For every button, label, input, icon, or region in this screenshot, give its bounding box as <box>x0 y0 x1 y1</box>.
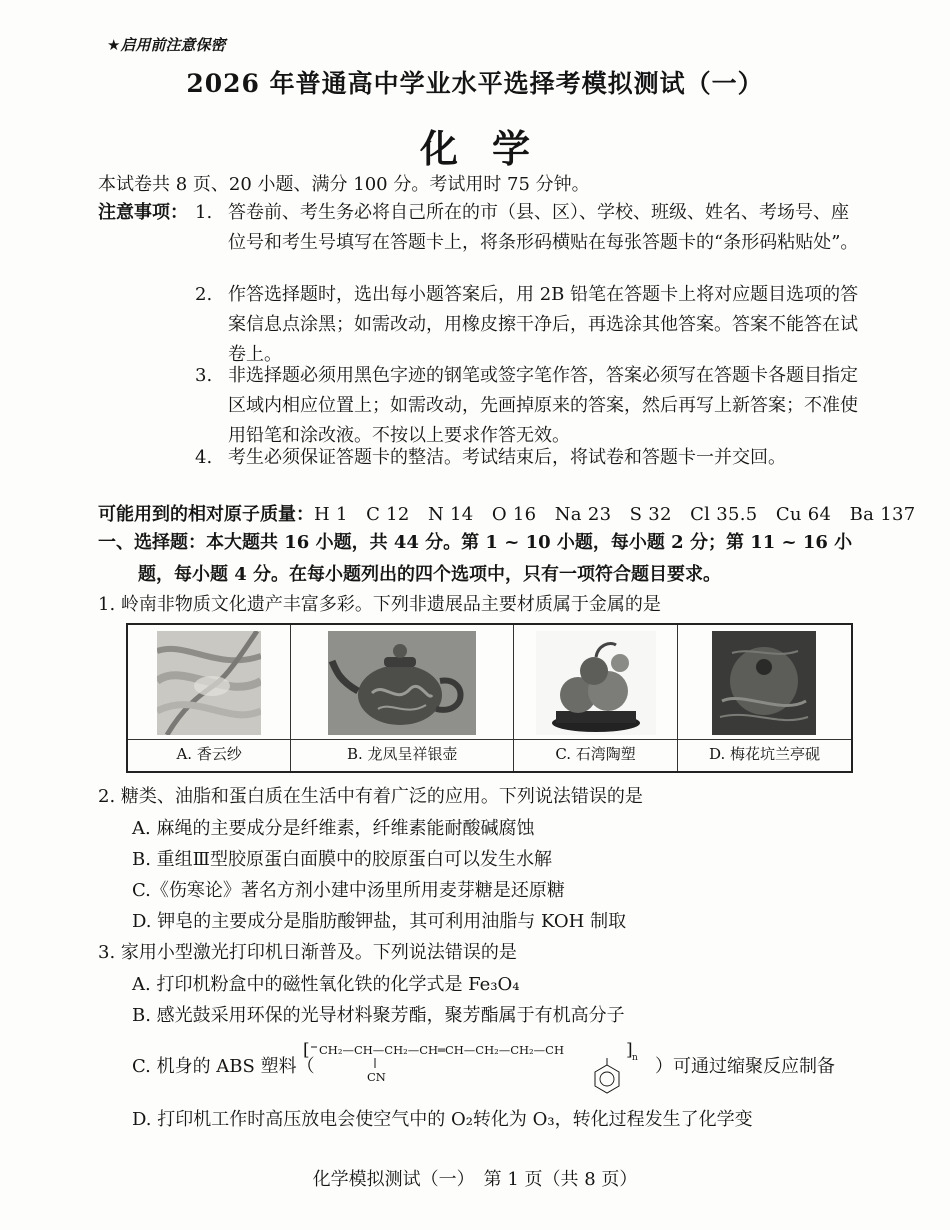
notice-text: 考生必须保证答题卡的整洁。考试结束后，将试卷和答题卡一并交回。 <box>228 447 786 468</box>
notice-item <box>195 280 865 370</box>
silver-teapot-image <box>328 631 476 735</box>
exam-intro: 本试卷共 8 页、20 小题、满分 100 分。考试用时 75 分钟。 <box>98 174 590 195</box>
svg-text:[: [ <box>303 1040 310 1060</box>
question-2-option-c: C.《伤寒论》著名方剂小建中汤里所用麦芽糖是还原糖 <box>132 880 565 901</box>
atomic-masses-label: 可能用到的相对原子质量： <box>98 504 314 525</box>
polymer-chain: CH₂—CH—CH₂—CH═CH—CH₂—CH₂—CH <box>319 1043 564 1057</box>
notice-num: 4. <box>195 447 213 468</box>
option-c-cell <box>514 624 678 772</box>
notice-text: 作答选择题时，选出每小题答案后，用 2B 铅笔在答题卡上将对应题目选项的答案信息点涂黑；如需改动，用橡皮擦干净后，再选涂其他答案。答案不能答在试卷上。 <box>228 284 859 365</box>
section-heading: 一、选择题：本大题共 16 小题，共 44 分。第 1 ~ 10 小题，每小题 2 分；第 11 ~ 16 小 <box>98 532 853 553</box>
question-3-option-c-suffix: ）可通过缩聚反应制备 <box>655 1056 835 1077</box>
silk-fabric-image <box>157 631 261 735</box>
option-c-caption: C. 石湾陶塑 <box>514 739 677 768</box>
section-heading-cont: 题，每小题 4 分。在每小题列出的四个选项中，只有一项符合题目要求。 <box>138 564 722 585</box>
question-1-image-table <box>126 623 853 773</box>
abs-polymer-formula <box>301 1038 657 1101</box>
question-3-option-d: D. 打印机工作时高压放电会使空气中的 O₂转化为 O₃，转化过程发生了化学变 <box>132 1109 753 1130</box>
question-2-option-d: D. 钾皂的主要成分是脂肪酸钾盐，其可利用油脂与 KOH 制取 <box>132 911 627 932</box>
polymer-structure <box>301 1038 657 1098</box>
option-b-caption: B. 龙凤呈祥银壶 <box>291 739 513 768</box>
option-a-caption: A. 香云纱 <box>128 739 290 768</box>
subject-title: 化学 <box>419 126 564 171</box>
question-2-stem: 2. 糖类、油脂和蛋白质在生活中有着广泛的应用。下列说法错误的是 <box>98 786 643 807</box>
svg-text:]: ] <box>626 1040 633 1060</box>
question-3-option-b: B. 感光鼓采用环保的光导材料聚芳酯，聚芳酯属于有机高分子 <box>132 1005 625 1026</box>
polymer-n: n <box>632 1053 638 1063</box>
atomic-masses <box>98 500 915 530</box>
notice-item <box>195 443 865 473</box>
option-d-cell <box>677 624 852 772</box>
question-3-option-c-prefix: C. 机身的 ABS 塑料（ <box>132 1056 315 1077</box>
exam-title: 2026 年普通高中学业水平选择考模拟测试（一） <box>186 69 764 98</box>
question-2-option-b: B. 重组Ⅲ型胶原蛋白面膜中的胶原蛋白可以发生水解 <box>132 849 553 870</box>
notice-text: 非选择题必须用黑色字迹的钢笔或签字笔作答，答案必须写在答题卡各题目指定区域内相应位置上；如需改动，先画掉原来的答案，然后再写上新答案；不准使用铅笔和涂改液。不按以上要求作答无效。 <box>228 365 858 446</box>
notice-num: 1. <box>195 202 213 223</box>
atomic-masses-values: H 1 C 12 N 14 O 16 Na 23 S 32 Cl 35.5 Cu 64 Ba 137 <box>314 504 916 525</box>
notice-item <box>195 361 865 451</box>
option-a-cell <box>127 624 291 772</box>
polymer-cn: CN <box>367 1070 386 1084</box>
notice-num: 2. <box>195 284 213 305</box>
notice-num: 3. <box>195 365 213 386</box>
notice-item <box>195 198 865 258</box>
option-d-caption: D. 梅花坑兰亭砚 <box>678 739 851 768</box>
option-b-cell <box>291 624 514 772</box>
confidential-mark: ★启用前注意保密 <box>107 36 226 54</box>
inkstone-image <box>712 631 816 735</box>
question-3-stem: 3. 家用小型激光打印机日渐普及。下列说法错误的是 <box>98 942 517 963</box>
page-footer: 化学模拟测试（一） 第 1 页（共 8 页） <box>312 1169 638 1190</box>
question-3-option-a: A. 打印机粉盒中的磁性氧化铁的化学式是 Fe₃O₄ <box>132 974 520 995</box>
ceramic-sculpture-image <box>536 631 656 735</box>
question-1-stem: 1. 岭南非物质文化遗产丰富多彩。下列非遗展品主要材质属于金属的是 <box>98 594 661 615</box>
notice-text: 答卷前、考生务必将自己所在的市（县、区）、学校、班级、姓名、考场号、座位号和考生号填写在答题卡上，将条形码横贴在每张答题卡的“条形码粘贴处”。 <box>228 202 859 253</box>
question-2-option-a: A. 麻绳的主要成分是纤维素，纤维素能耐酸碱腐蚀 <box>132 818 535 839</box>
notice-label: 注意事项： <box>98 202 188 223</box>
